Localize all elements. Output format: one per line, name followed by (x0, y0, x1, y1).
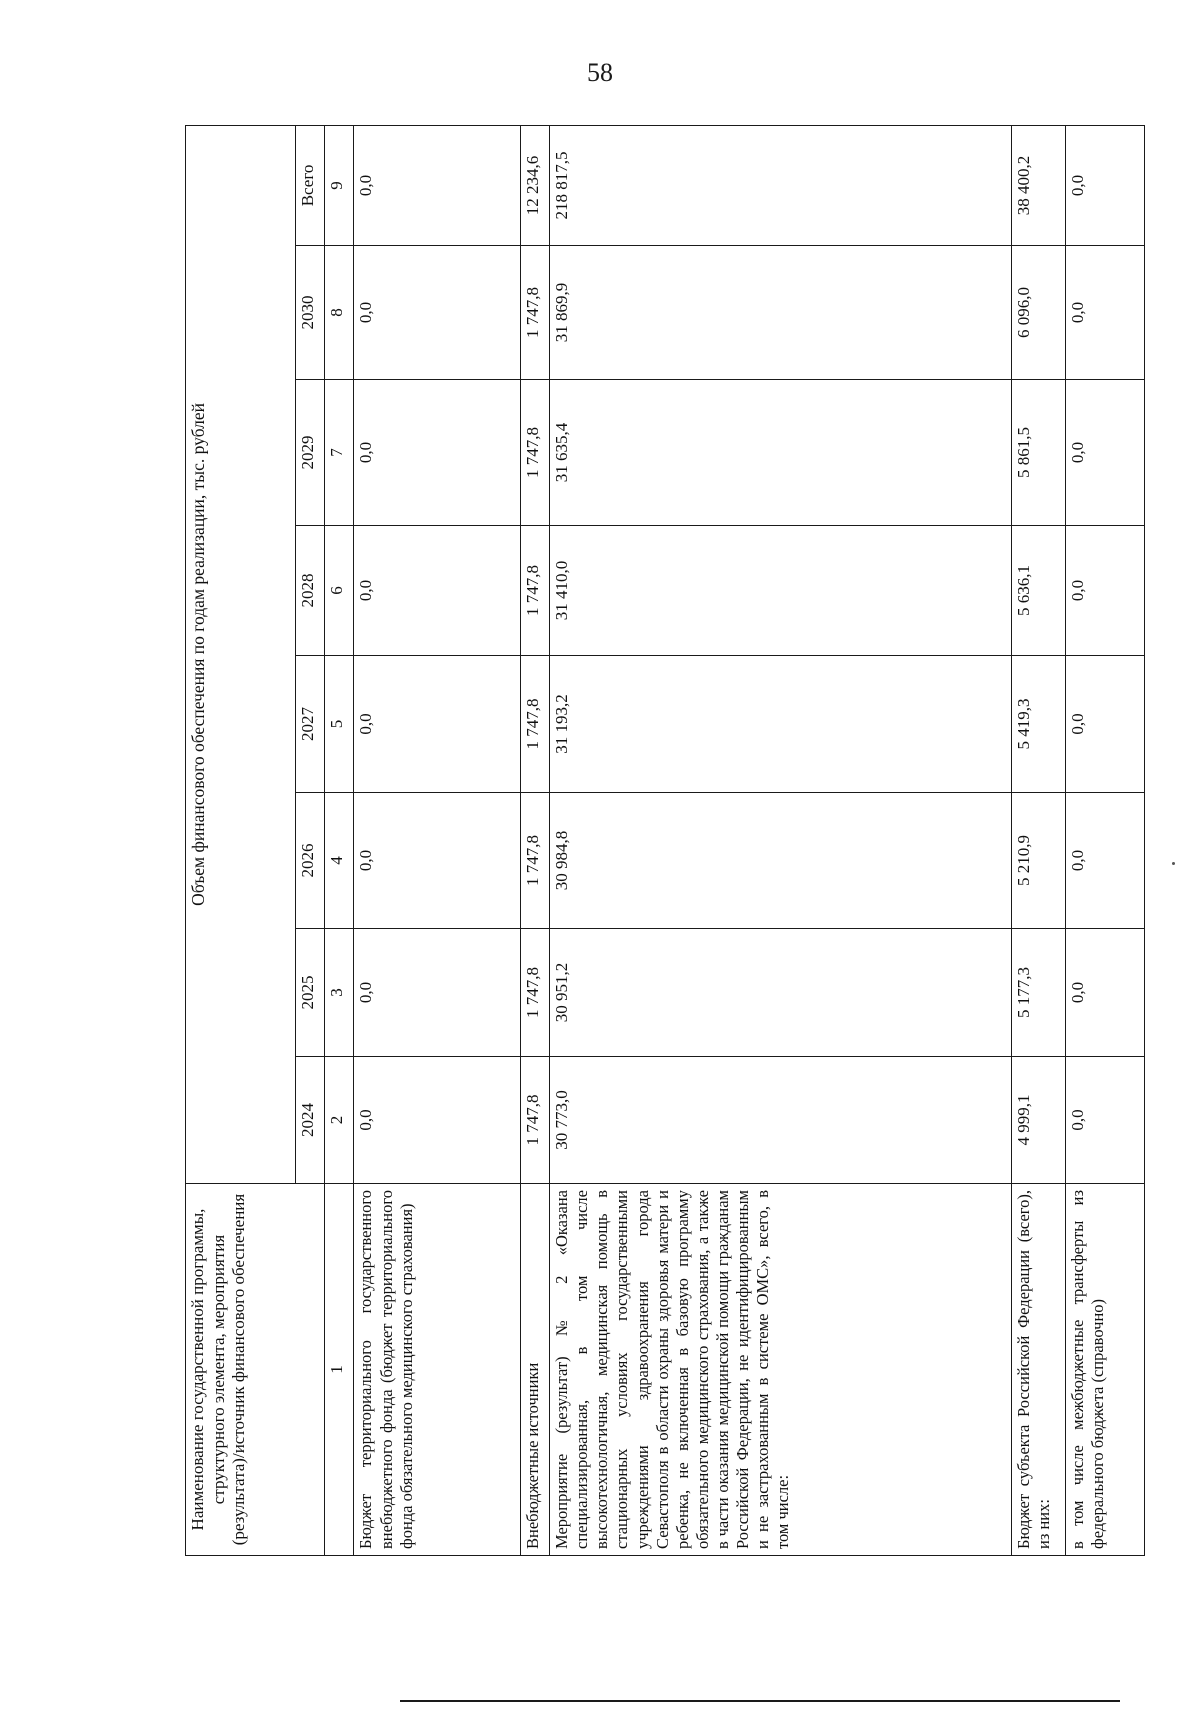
header-financing-volume: Объем финансового обеспечения по годам реализации, тыс. рублей (186, 125, 296, 1183)
row-value: 0,0 (354, 246, 521, 380)
row-value: 5 636,1 (1012, 526, 1066, 656)
scan-speck (1172, 862, 1175, 865)
row-value: 0,0 (354, 380, 521, 526)
row-name: Внебюджетные источники (521, 1184, 550, 1556)
row-value: 1 747,8 (521, 1057, 550, 1184)
header-row-1 (186, 125, 296, 1555)
row-total: 0,0 (1066, 125, 1145, 245)
row-total: 38 400,2 (1012, 125, 1066, 245)
row-value: 5 210,9 (1012, 793, 1066, 929)
year-header: 2025 (296, 929, 325, 1057)
row-total: 218 817,5 (550, 125, 1012, 245)
year-header: 2026 (296, 793, 325, 929)
row-total: 0,0 (354, 125, 521, 245)
row-value: 5 177,3 (1012, 929, 1066, 1057)
row-value: 0,0 (1066, 793, 1145, 929)
table-row (1012, 125, 1066, 1555)
column-number: 7 (325, 380, 354, 526)
year-header: 2030 (296, 246, 325, 380)
row-value: 31 869,9 (550, 246, 1012, 380)
row-value: 4 999,1 (1012, 1057, 1066, 1184)
row-value: 5 861,5 (1012, 380, 1066, 526)
row-value: 0,0 (1066, 526, 1145, 656)
row-value: 1 747,8 (521, 793, 550, 929)
year-header: 2028 (296, 526, 325, 656)
row-value: 0,0 (1066, 246, 1145, 380)
table-row (521, 125, 550, 1555)
row-value: 0,0 (354, 526, 521, 656)
row-value: 1 747,8 (521, 929, 550, 1057)
row-value: 6 096,0 (1012, 246, 1066, 380)
column-number: 9 (325, 125, 354, 245)
row-value: 31 635,4 (550, 380, 1012, 526)
row-value: 1 747,8 (521, 380, 550, 526)
column-number: 1 (325, 1184, 354, 1556)
row-value: 1 747,8 (521, 526, 550, 656)
row-value: 0,0 (1066, 1057, 1145, 1184)
row-value: 31 193,2 (550, 656, 1012, 793)
row-value: 0,0 (1066, 380, 1145, 526)
year-header: 2029 (296, 380, 325, 526)
year-header: 2027 (296, 656, 325, 793)
row-value: 0,0 (354, 929, 521, 1057)
row-name: в том числе межбюджетные трансферты из федерального бюджета (справочно) (1066, 1184, 1145, 1556)
rotated-table-container (185, 126, 1145, 1556)
row-value: 0,0 (354, 656, 521, 793)
row-value: 31 410,0 (550, 526, 1012, 656)
column-number: 8 (325, 246, 354, 380)
row-value: 5 419,3 (1012, 656, 1066, 793)
total-header: Всего (296, 125, 325, 245)
column-number-row (325, 125, 354, 1555)
row-value: 0,0 (354, 1057, 521, 1184)
header-name-column: Наименование государственной программы, структурного элемента, мероприятия (результата)/источник финансового обеспечения (186, 1184, 325, 1556)
page-number: 58 (587, 58, 613, 87)
row-name: Бюджет субъекта Российской Федерации (всего), из них: (1012, 1184, 1066, 1556)
row-name: Бюджет территориального государственного внебюджетного фонда (бюджет территориального фонда обязательного медицинского страхования) (354, 1184, 521, 1556)
row-value: 30 773,0 (550, 1057, 1012, 1184)
row-total: 12 234,6 (521, 125, 550, 245)
column-number: 6 (325, 526, 354, 656)
row-value: 30 951,2 (550, 929, 1012, 1057)
scan-edge-line (400, 1700, 1120, 1702)
table-row (1066, 125, 1145, 1555)
row-value: 0,0 (354, 793, 521, 929)
row-value: 0,0 (1066, 656, 1145, 793)
column-number: 3 (325, 929, 354, 1057)
column-number: 5 (325, 656, 354, 793)
table-row (354, 125, 521, 1555)
row-value: 1 747,8 (521, 656, 550, 793)
row-value: 0,0 (1066, 929, 1145, 1057)
row-name: Мероприятие (результат) № 2 «Оказана специализированная, в том числе высокотехнологичная, медицинская помощь в стационарных условиях государственными учреждениями здравоохранения города Севастополя в области охраны здоровья матери и ребенка, не включенная в базовую программу обязательного медицинского страхования, а также в части оказания медицинской помощи гражданам Российской Федерации, не идентифицированным и не застрахованным в системе ОМС», всего, в том числе: (550, 1184, 1012, 1556)
column-number: 2 (325, 1057, 354, 1184)
table-row (550, 125, 1012, 1555)
year-header: 2024 (296, 1057, 325, 1184)
column-number: 4 (325, 793, 354, 929)
financing-table (185, 125, 1145, 1556)
row-value: 1 747,8 (521, 246, 550, 380)
row-value: 30 984,8 (550, 793, 1012, 929)
